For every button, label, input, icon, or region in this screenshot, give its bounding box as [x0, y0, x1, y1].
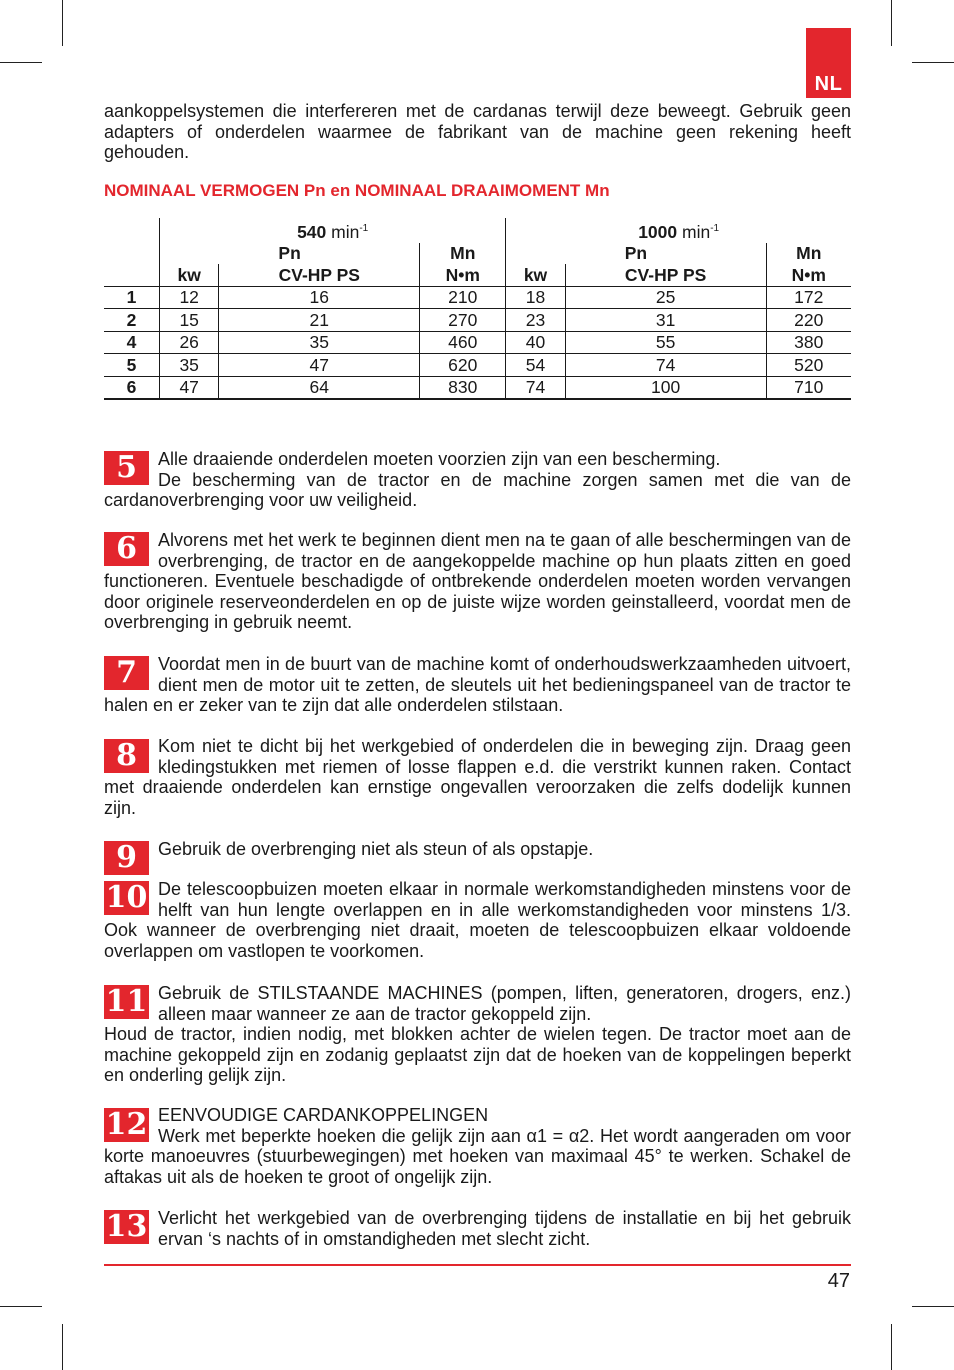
- table-row: 4 26 35 460 40 55 380: [104, 331, 851, 354]
- item-number-badge: 11: [105, 984, 148, 1019]
- crop-mark: [912, 62, 954, 63]
- safety-item: Voordat men in de buurt van de machine komt of onderhoudswerkzaamheden uitvoert, dient men de motor uit te zetten, de sleutels uit het bedieningspaneel van de tractor te halen en er zeker van te zijn dat alle onderdelen stilstaan.: [104, 654, 851, 715]
- item-number-badge: 6: [104, 532, 149, 566]
- table-row: 5 35 47 620 54 74 520: [104, 354, 851, 377]
- item-number-badge: 9: [104, 841, 149, 875]
- crop-mark: [891, 1324, 892, 1370]
- crop-mark: [891, 0, 892, 46]
- speed-540-header: 540 $\min^{-1}$: [160, 218, 506, 243]
- kw-header: kw: [160, 264, 219, 286]
- kw-header: kw: [506, 264, 565, 286]
- cvhp-header: CV-HP PS: [565, 264, 766, 286]
- table-row: 6 47 64 830 74 100 710: [104, 376, 851, 399]
- language-tab: NL: [806, 28, 851, 98]
- footer-rule: [104, 1264, 851, 1266]
- crop-mark: [0, 1306, 42, 1307]
- page-number: 47: [827, 1270, 850, 1292]
- intro-paragraph: aankoppelsystemen die interfereren met de cardanas terwijl deze beweegt. Gebruik geen adapters of onderdelen waarmee de fabrikant van de machine geen rekening heeft gehouden.: [104, 101, 851, 162]
- mn-header: Mn: [766, 243, 851, 265]
- safety-item: Gebruik de STILSTAANDE MACHINES (pompen, liften, generatoren, drogers, enz.) alleen maar wanneer ze aan de tractor gekoppeld zijn. Houd de tractor, indien nodig, met blokken achter de wielen tegen. De tractor moet aan de machine gekoppeld zijn en zodanig geplaatst zijn dat de hoeken van de koppelingen beperkt en onderling gelijk zijn.: [104, 983, 851, 1085]
- mn-header: Mn: [420, 243, 506, 265]
- crop-mark: [912, 1306, 954, 1307]
- cvhp-header: CV-HP PS: [219, 264, 420, 286]
- item-number-badge: 5: [104, 451, 149, 485]
- crop-mark: [62, 0, 63, 46]
- safety-item: Verlicht het werkgebied van de overbrenging tijdens de installatie en bij het gebruik ervan ‘s nachts of in omstandigheden met slecht zicht.: [158, 1208, 851, 1249]
- speed-1000-header: 1000 $\min^{-1}$: [506, 218, 851, 243]
- crop-mark: [0, 62, 42, 63]
- safety-item: Alvorens met het werk te beginnen dient men na te gaan of alle beschermingen van de overbrenging, de tractor en de aangekoppelde machine op hun plaats zitten en goed functioneren. Eventuele beschadigde of ontbrekende onderdelen moeten worden vervangen door originele reserveonderdelen en op de juiste wijze worden geinstalleerd, voordat men de overbrenging in gebruik neemt.: [104, 530, 851, 632]
- crop-mark: [62, 1324, 63, 1370]
- safety-item: EENVOUDIGE CARDANKOPPELINGEN Werk met beperkte hoeken die gelijk zijn aan α1 = α2. Het wordt aangeraden om voor korte manoeuvres (stuurbewegingen) met hoeken van maximaal 45° te werken. Schakel de aftakas uit als de hoeken te groot of ongelijk zijn.: [104, 1105, 851, 1187]
- pn-header: Pn: [160, 243, 420, 265]
- safety-item: Gebruik de overbrenging niet als steun of als opstapje.: [158, 839, 594, 859]
- item-number-badge: 7: [104, 656, 149, 690]
- safety-item: Kom niet te dicht bij het werkgebied of onderdelen die in beweging zijn. Draag geen kledingstukken met riemen of losse flappen e.d. die verstrikt kunnen raken. Contact met draaiende onderdelen kan ernstige ongevallen veroorzaken die zelfs dodelijk kunnen zijn.: [104, 736, 851, 818]
- item-number-badge: 12: [105, 1107, 148, 1142]
- power-torque-table: [104, 218, 851, 400]
- safety-item: Alle draaiende onderdelen moeten voorzien zijn van een bescherming. De bescherming van de tractor en de machine zorgen samen met die van de cardanoverbrenging voor uw veiligheid.: [104, 449, 851, 510]
- safety-item: De telescoopbuizen moeten elkaar in normale werkomstandigheden minstens voor de helft van hun lengte overlappen en in alle werkomstandigheden voor minstens 1/3. Ook wanneer de overbrenging niet draait, moeten de telescoopbuizen elkaar voldoende overlappen om vastlopen te voorkomen.: [104, 879, 851, 961]
- nm-header: N•m: [420, 264, 506, 286]
- table-row: 2 15 21 270 23 31 220: [104, 309, 851, 332]
- nm-header: N•m: [766, 264, 851, 286]
- item-number-badge: 10: [105, 880, 148, 915]
- table-row: 1 12 16 210 18 25 172: [104, 286, 851, 309]
- item-number-badge: 8: [104, 739, 149, 773]
- section-heading: NOMINAAL VERMOGEN Pn en NOMINAAL DRAAIMOMENT Mn: [104, 181, 610, 200]
- pn-header: Pn: [506, 243, 766, 265]
- item-number-badge: 13: [105, 1209, 148, 1244]
